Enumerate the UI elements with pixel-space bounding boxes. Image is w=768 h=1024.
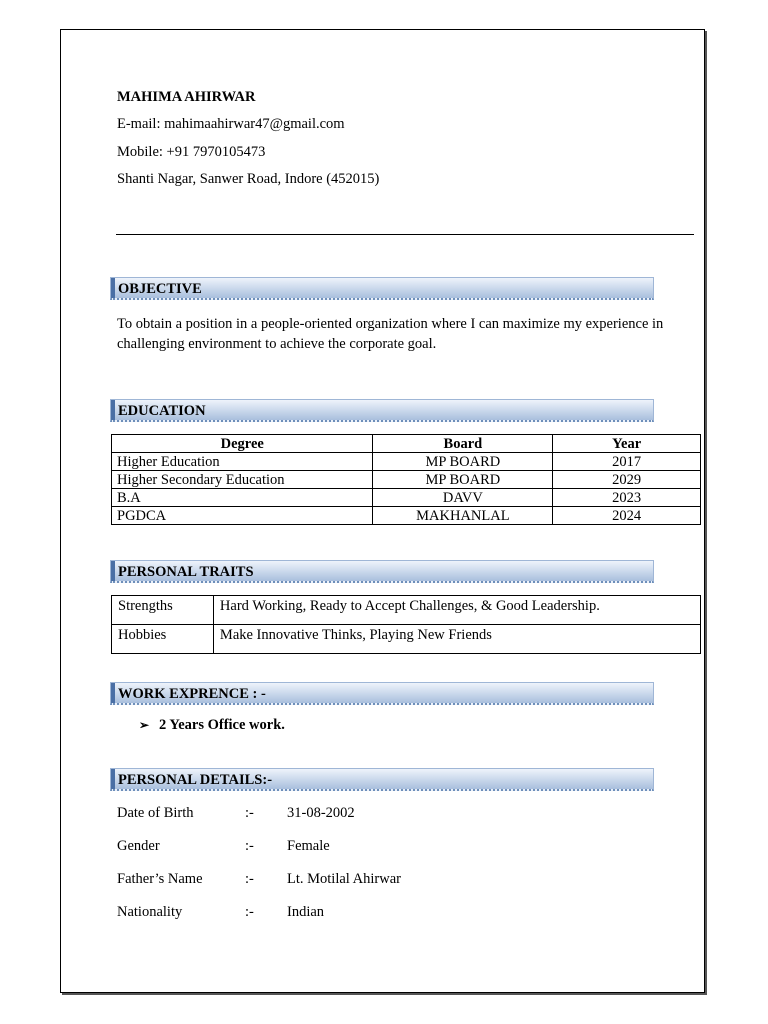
header-divider [116,234,694,235]
table-row [112,471,701,489]
column-header-degree: Degree [112,435,373,453]
detail-value: Lt. Motilal Ahirwar [287,871,401,887]
year-cell: 2017 [553,453,701,471]
address-line: Shanti Nagar, Sanwer Road, Indore (452015) [117,171,380,187]
degree-cell: B.A [112,489,373,507]
detail-separator: :- [245,871,254,887]
arrowhead-bullet-icon: ➢ [139,718,150,732]
objective-text: To obtain a position in a people-oriented organization where I can maximize my experience in challenging environment to achieve the corporate goal. [117,316,664,352]
detail-separator: :- [245,838,254,854]
trait-value: Make Innovative Thinks, Playing New Friends [213,625,700,654]
table-row [112,625,701,654]
education-heading: EDUCATION [118,403,206,419]
email-line: E-mail: mahimaahirwar47@gmail.com [117,116,345,132]
education-heading-bar [110,399,654,422]
year-cell: 2023 [553,489,701,507]
board-cell: DAVV [373,489,553,507]
board-cell: MAKHANLAL [373,507,553,525]
board-cell: MP BOARD [373,453,553,471]
personal-heading-bar [110,768,654,791]
detail-separator: :- [245,805,254,821]
traits-heading-bar [110,560,654,583]
table-row [112,453,701,471]
year-cell: 2029 [553,471,701,489]
degree-cell: Higher Secondary Education [112,471,373,489]
work-item-text: 2 Years Office work. [159,717,285,733]
detail-label: Father’s Name [117,871,203,887]
work-heading-bar [110,682,654,705]
table-row [112,489,701,507]
table-row [112,596,701,625]
table-row [112,507,701,525]
board-cell: MP BOARD [373,471,553,489]
education-table [111,434,701,525]
detail-separator: :- [245,904,254,920]
objective-heading: OBJECTIVE [118,281,202,297]
work-heading: WORK EXPRENCE : - [118,686,266,702]
education-header-row [112,435,701,453]
column-header-board: Board [373,435,553,453]
traits-table [111,595,701,654]
degree-cell: Higher Education [112,453,373,471]
detail-value: 31-08-2002 [287,805,355,821]
objective-heading-bar [110,277,654,300]
detail-value: Female [287,838,330,854]
trait-value: Hard Working, Ready to Accept Challenges, & Good Leadership. [213,596,700,625]
trait-label: Hobbies [112,625,214,654]
traits-heading: PERSONAL TRAITS [118,564,254,580]
detail-label: Nationality [117,904,183,920]
candidate-name: MAHIMA AHIRWAR [117,89,256,105]
detail-value: Indian [287,904,325,920]
mobile-line: Mobile: +91 7970105473 [117,144,266,160]
list-item [139,717,285,734]
detail-label: Date of Birth [117,805,194,821]
year-cell: 2024 [553,507,701,525]
column-header-year: Year [553,435,701,453]
detail-label: Gender [117,838,160,854]
degree-cell: PGDCA [112,507,373,525]
personal-heading: PERSONAL DETAILS:- [118,772,273,788]
trait-label: Strengths [112,596,214,625]
